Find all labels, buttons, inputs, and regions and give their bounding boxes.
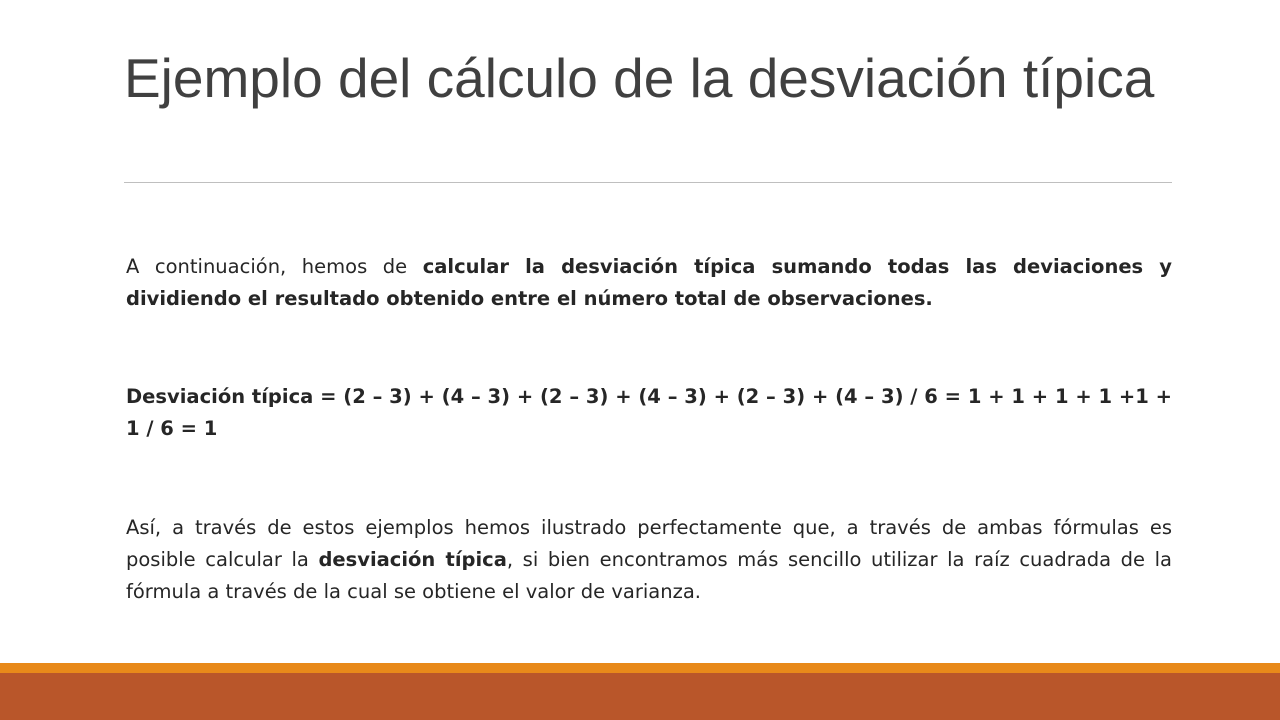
- paragraph-formula: Desviación típica = (2 – 3) + (4 – 3) + (2 – 3) + (4 – 3) + (2 – 3) + (4 – 3) / 6 = 1 + 1 + 1 + 1 +1 + 1 / 6 = 1: [126, 385, 1172, 440]
- title-divider: [124, 182, 1172, 183]
- paragraph-intro-lead: A continuación, hemos de: [126, 255, 423, 278]
- paragraph-conclusion-tail: , si bien encontramos más sencillo utilizar la raíz cuadrada de la fórmula a través de la cual se obtiene el valor de varianza.: [126, 548, 1172, 603]
- paragraph-conclusion-lead: Así, a través de estos ejemplos hemos ilustrado perfectamente que, a través de ambas fórmulas es posible calcular la: [126, 516, 1172, 571]
- paragraph-intro-bold: calcular la desviación típica sumando todas las deviaciones y dividiendo el resultado obtenido entre el número total de observaciones.: [126, 255, 1172, 310]
- footer-accent-bar: [0, 663, 1280, 673]
- paragraph-conclusion-bold: desviación típica: [318, 548, 507, 571]
- paragraph-intro: [126, 251, 1172, 315]
- slide-title: Ejemplo del cálculo de la desviación típica: [124, 47, 1155, 109]
- paragraph-conclusion: [126, 512, 1172, 608]
- footer-bar: [0, 673, 1280, 720]
